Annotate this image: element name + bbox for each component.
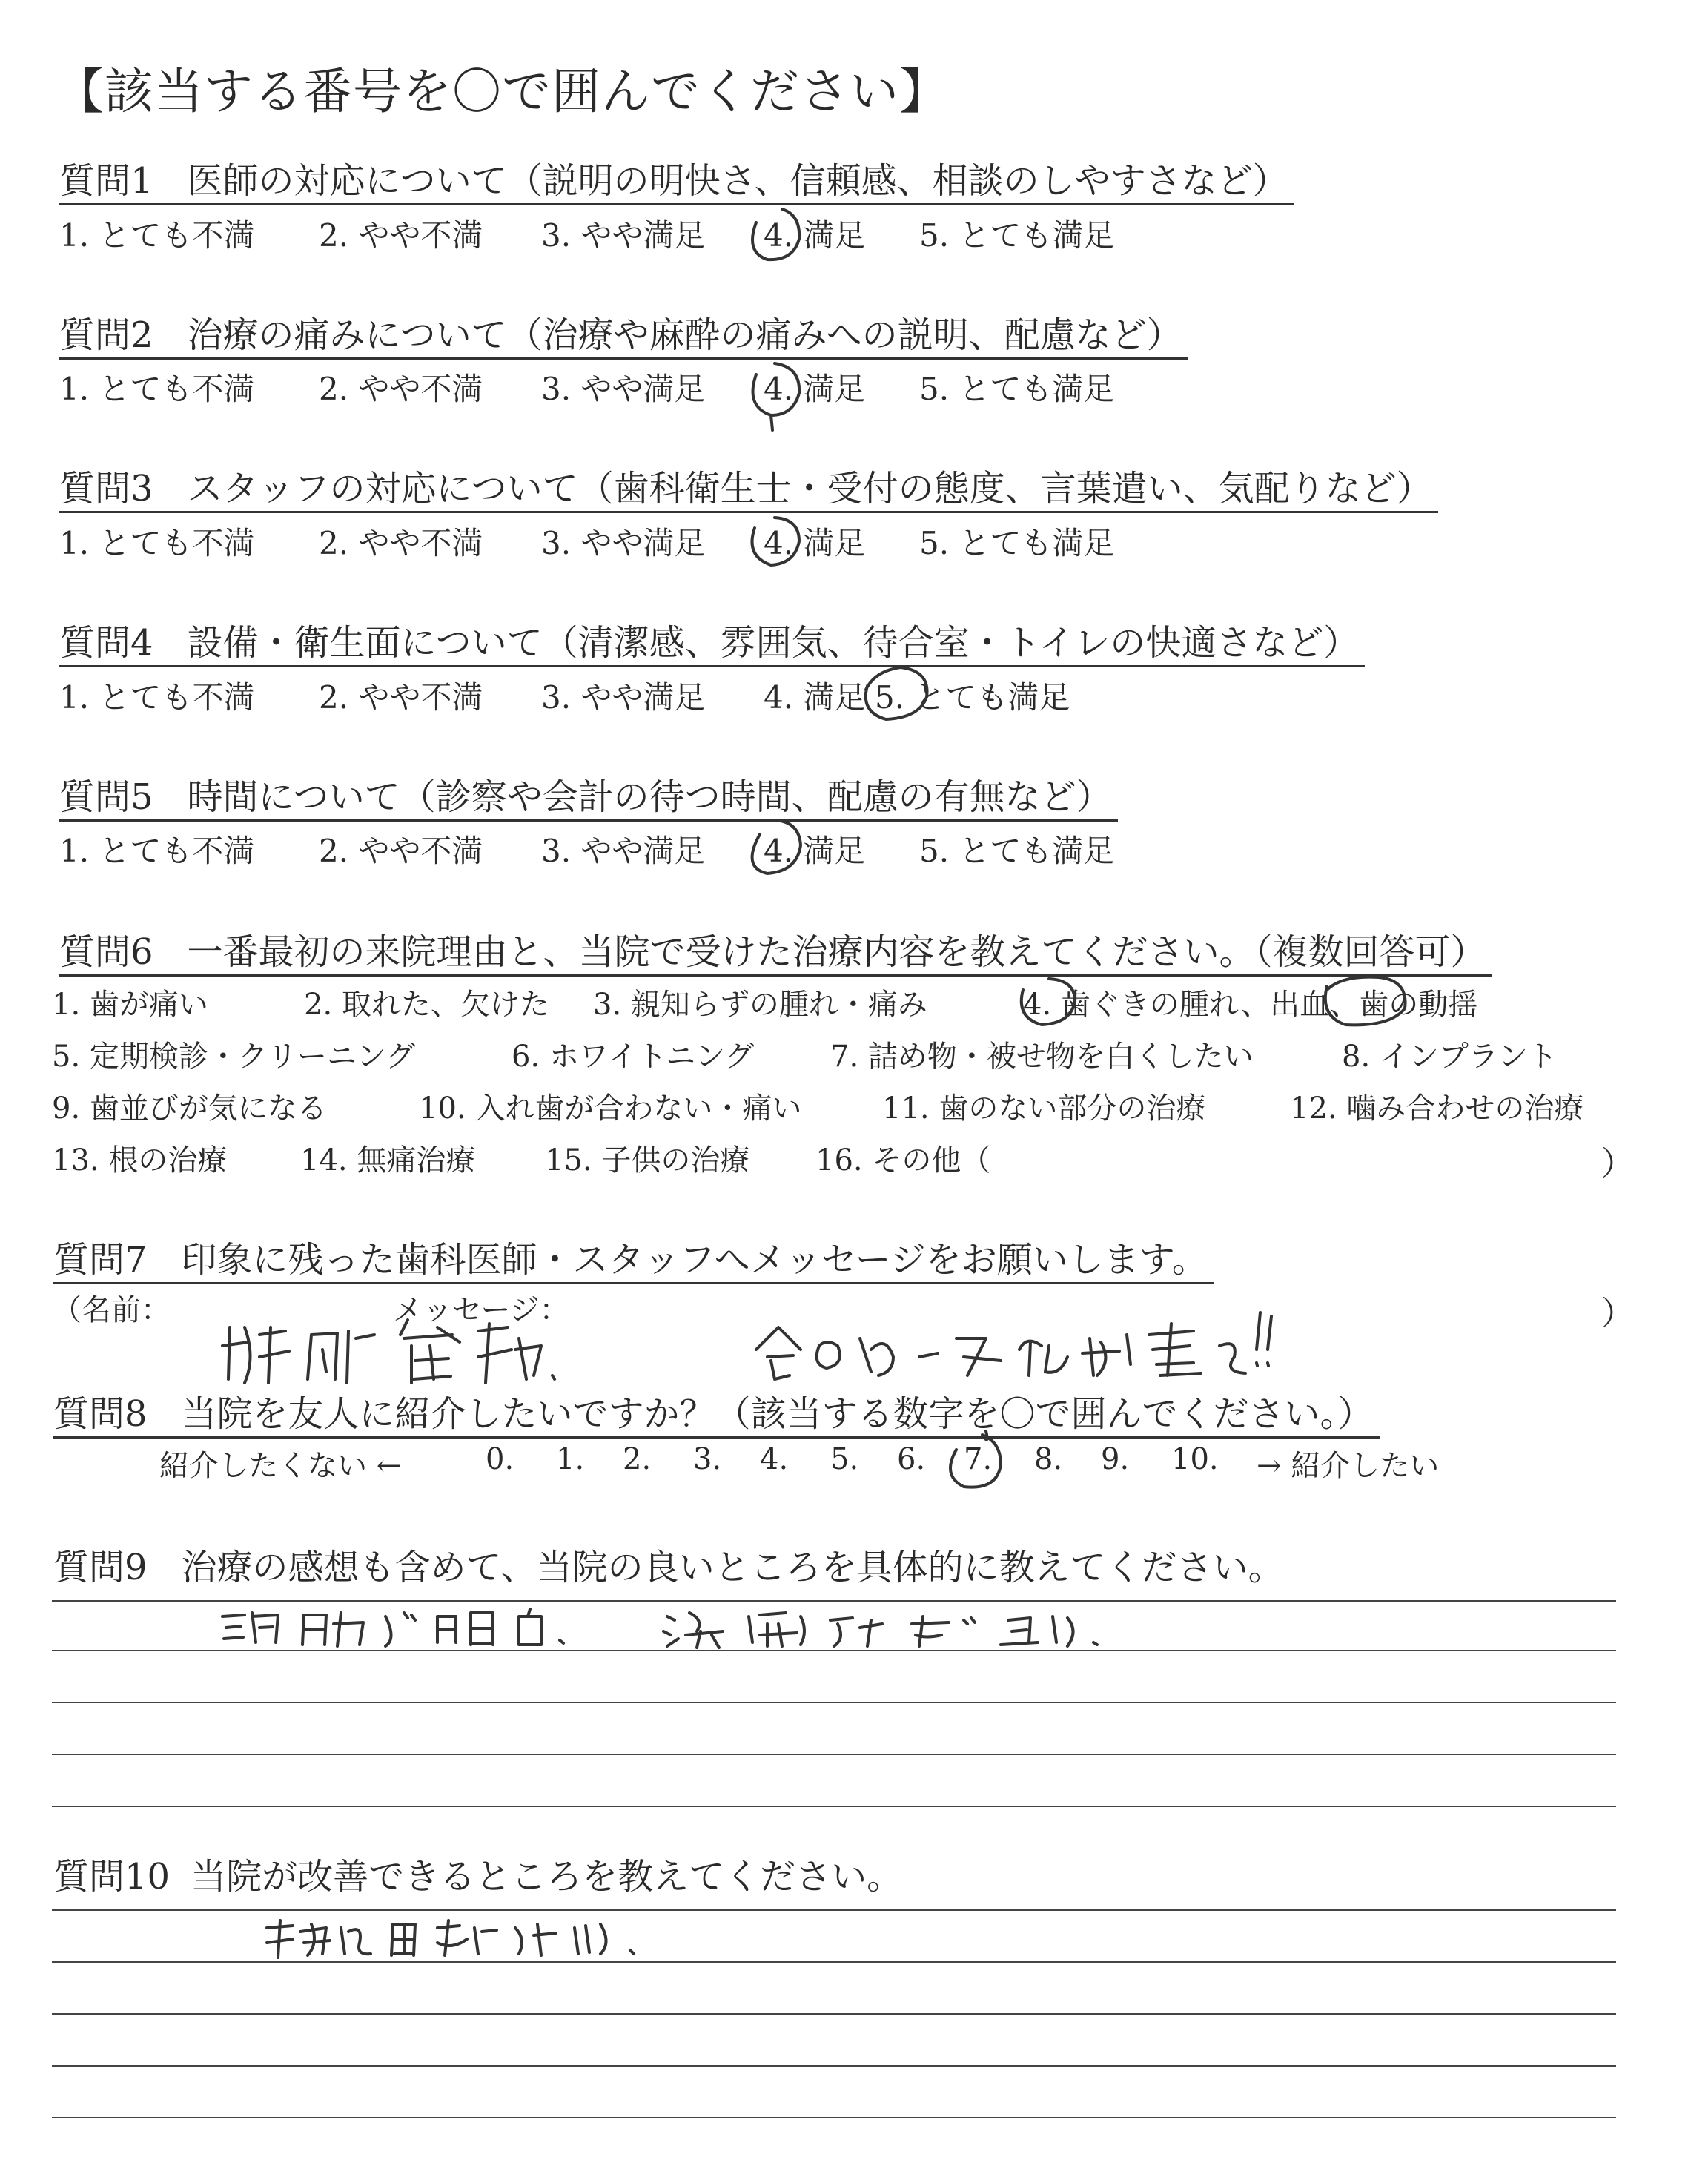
option-9[interactable]: 9. 歯並びが気になる [52, 1091, 327, 1126]
option-12[interactable]: 12. 噛み合わせの治療 [1290, 1091, 1584, 1126]
question-text: 医師の対応について（説明の明快さ、信頼感、相談のしやすさなど） [187, 160, 1288, 202]
option-13[interactable]: 13. 根の治療 [52, 1143, 228, 1178]
option-14[interactable]: 14. 無痛治療 [300, 1143, 476, 1178]
question-text: 治療の感想も含めて、当院の良いところを具体的に教えてください。 [181, 1547, 1284, 1588]
question-label: 質問4 [59, 622, 153, 664]
q4-selected-circle [866, 667, 927, 719]
option-1[interactable]: 1. とても不満 [59, 525, 255, 561]
option-4[interactable]: 4. 満足 [764, 679, 866, 716]
scale-option-2[interactable]: 2. [623, 1442, 652, 1476]
option-4[interactable]: 4. 満足 [764, 217, 866, 254]
other-close-paren: ） [1601, 1145, 1634, 1183]
question-label: 質問10 [53, 1856, 171, 1898]
question-label: 質問1 [59, 160, 153, 202]
option-2[interactable]: 2. 取れた、欠けた [304, 988, 549, 1022]
option-3[interactable]: 3. 親知らずの腫れ・痛み [593, 988, 927, 1022]
name-label: （名前： [52, 1293, 171, 1327]
q1-selected-circle [752, 209, 799, 260]
scale-option-9[interactable]: 9. [1101, 1442, 1130, 1476]
scale-option-1[interactable]: 1. [556, 1442, 585, 1476]
message-close-paren: ） [1601, 1295, 1634, 1332]
option-1[interactable]: 1. とても不満 [59, 371, 255, 407]
option-15[interactable]: 15. 子供の治療 [545, 1143, 750, 1178]
scale-option-7[interactable]: 7. [964, 1442, 993, 1476]
question-text: 当院を友人に紹介したいですか？（該当する数字を〇で囲んでください。） [181, 1393, 1374, 1435]
question-label: 質問2 [59, 314, 153, 356]
option-11[interactable]: 11. 歯のない部分の治療 [882, 1091, 1206, 1126]
option-4[interactable]: 4. 満足 [764, 525, 866, 561]
scale-left-label: 紹介したくない ← [159, 1449, 402, 1483]
option-10[interactable]: 10. 入れ歯が合わない・痛い [419, 1091, 802, 1126]
scale-option-0[interactable]: 0. [486, 1442, 514, 1476]
scale-right-label: → 紹介したい [1257, 1449, 1440, 1483]
question-label: 質問9 [53, 1547, 148, 1588]
option-1[interactable]: 1. とても不満 [59, 833, 255, 869]
question-text: 当院が改善できるところを教えてください。 [191, 1856, 903, 1898]
scale-option-6[interactable]: 6. [897, 1442, 926, 1476]
q6-selected-circle-bleeding [1325, 977, 1406, 1025]
option-2[interactable]: 2. やや不満 [319, 217, 483, 254]
scale-option-8[interactable]: 8. [1034, 1442, 1063, 1476]
q2-selected-circle [753, 363, 800, 430]
question-text: スタッフの対応について（歯科衛生士・受付の態度、言葉遣い、気配りなど） [187, 468, 1432, 509]
option-4[interactable]: 4. 満足 [764, 833, 866, 869]
option-5[interactable]: 5. とても満足 [919, 833, 1115, 869]
option-3[interactable]: 3. やや満足 [541, 525, 706, 561]
option-1[interactable]: 1. 歯が痛い [52, 988, 208, 1022]
question-label: 質問8 [53, 1393, 148, 1435]
option-5[interactable]: 5. とても満足 [919, 525, 1115, 561]
option-16[interactable]: 16. その他（ [815, 1143, 991, 1178]
option-4[interactable]: 4. 歯ぐきの腫れ、出血、歯の動揺 [1023, 988, 1478, 1022]
option-7[interactable]: 7. 詰め物・被せ物を白くしたい [830, 1040, 1254, 1074]
option-2[interactable]: 2. やや不満 [319, 679, 483, 716]
question-text: 時間について（診察や会計の待つ時間、配慮の有無など） [187, 776, 1112, 818]
page-title: 【該当する番号を〇で囲んでください】 [55, 63, 949, 120]
question-text: 治療の痛みについて（治療や麻酔の痛みへの説明、配慮など） [187, 314, 1182, 356]
option-5[interactable]: 5. とても満足 [919, 217, 1115, 254]
option-5[interactable]: 5. 定期検診・クリーニング [52, 1040, 416, 1074]
option-6[interactable]: 6. ホワイトニング [512, 1040, 755, 1074]
question-label: 質問7 [53, 1239, 148, 1281]
message-label: メッセージ： [393, 1293, 569, 1327]
scale-option-5[interactable]: 5. [830, 1442, 859, 1476]
option-3[interactable]: 3. やや満足 [541, 371, 706, 407]
option-5[interactable]: 5. とても満足 [875, 679, 1070, 716]
option-2[interactable]: 2. やや不満 [319, 833, 483, 869]
question-label: 質問3 [59, 468, 153, 509]
scale-option-10[interactable]: 10. [1171, 1442, 1219, 1476]
q8-selected-circle [950, 1431, 1001, 1487]
q3-selected-circle [752, 518, 799, 565]
scale-option-4[interactable]: 4. [760, 1442, 789, 1476]
scale-option-3[interactable]: 3. [693, 1442, 722, 1476]
question-text: 一番最初の来院理由と、当院で受けた治療内容を教えてください。（複数回答可） [187, 931, 1486, 973]
option-5[interactable]: 5. とても満足 [919, 371, 1115, 407]
q6-selected-circle-4 [1022, 979, 1075, 1025]
option-3[interactable]: 3. やや満足 [541, 679, 706, 716]
option-1[interactable]: 1. とても不満 [59, 217, 255, 254]
question-label: 質問5 [59, 776, 153, 818]
option-3[interactable]: 3. やや満足 [541, 833, 706, 869]
question-text: 印象に残った歯科医師・スタッフへメッセージをお願いします。 [181, 1239, 1208, 1281]
q5-selected-circle [752, 820, 801, 873]
question-text: 設備・衛生面について（清潔感、雰囲気、待合室・トイレの快適さなど） [187, 622, 1360, 664]
question-label: 質問6 [59, 931, 153, 973]
option-4[interactable]: 4. 満足 [764, 371, 866, 407]
option-2[interactable]: 2. やや不満 [319, 525, 483, 561]
option-2[interactable]: 2. やや不満 [319, 371, 483, 407]
option-3[interactable]: 3. やや満足 [541, 217, 706, 254]
option-8[interactable]: 8. インプラント [1342, 1040, 1558, 1074]
option-1[interactable]: 1. とても不満 [59, 679, 255, 716]
